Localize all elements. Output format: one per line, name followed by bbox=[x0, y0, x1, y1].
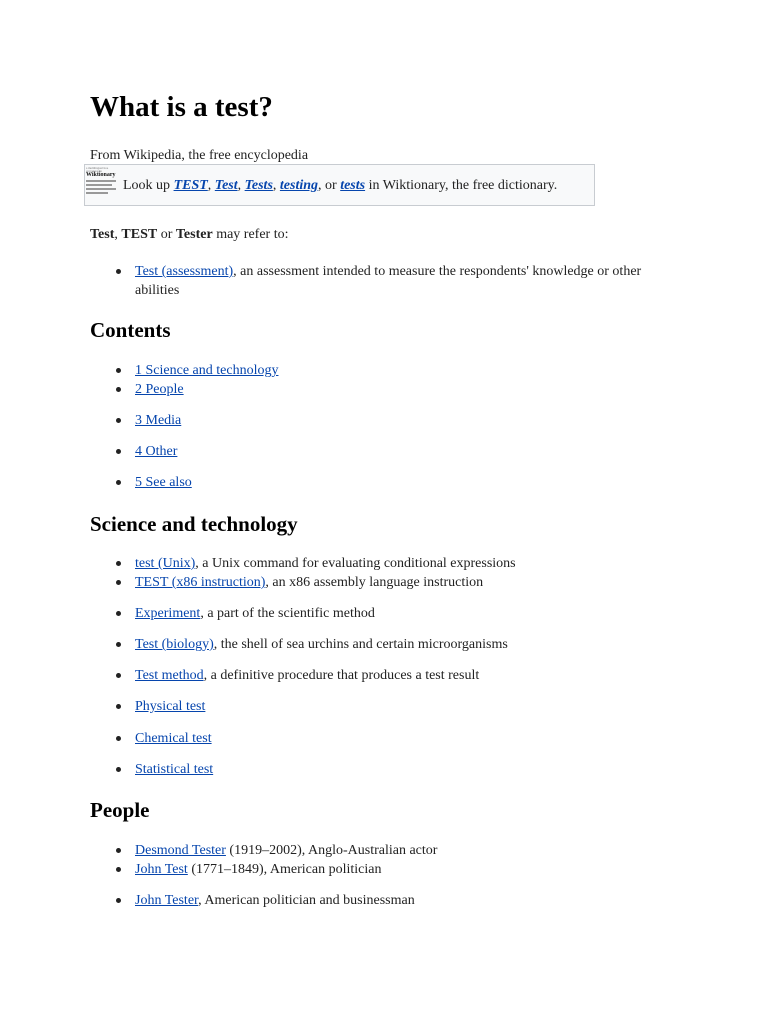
toc-item bbox=[135, 361, 655, 380]
intro-text: Test, TEST or Tester may refer to: bbox=[90, 227, 289, 242]
wiktionary-box bbox=[84, 164, 595, 206]
link-john-test[interactable]: John Test bbox=[135, 862, 188, 877]
link-test-method[interactable]: Test method bbox=[135, 668, 204, 683]
toc-link-media[interactable]: 3 Media bbox=[135, 413, 182, 428]
toc-item bbox=[135, 411, 655, 430]
list-item: Test method, a definitive procedure that produces a test result bbox=[135, 666, 655, 685]
link-chemical-test[interactable]: Chemical test bbox=[135, 731, 212, 746]
link-test-assessment[interactable]: Test (assessment) bbox=[135, 264, 234, 279]
tagline: From Wikipedia, the free encyclopedia bbox=[90, 148, 309, 163]
list-item: Desmond Tester (1919–2002), Anglo-Australian actor bbox=[135, 841, 655, 860]
wiktionary-link-Test[interactable]: Test bbox=[214, 178, 238, 193]
wiktionary-link-tests[interactable]: tests bbox=[340, 178, 366, 193]
list-item: Test (biology), the shell of sea urchins and certain microorganisms bbox=[135, 635, 655, 654]
list-item: TEST (x86 instruction), an x86 assembly language instruction bbox=[135, 573, 655, 592]
link-test-biology[interactable]: Test (biology) bbox=[135, 637, 214, 652]
toc-item bbox=[135, 380, 655, 399]
toc-link-other[interactable]: 4 Other bbox=[135, 444, 178, 459]
link-experiment[interactable]: Experiment bbox=[135, 606, 201, 621]
list-item: Experiment, a part of the scientific method bbox=[135, 604, 655, 623]
contents-heading: Contents bbox=[90, 318, 171, 342]
toc-item bbox=[135, 442, 655, 461]
toc-link-science[interactable]: 1 Science and technology bbox=[135, 363, 279, 378]
people-heading: People bbox=[90, 798, 150, 822]
wiktionary-link-Tests[interactable]: Tests bbox=[244, 178, 273, 193]
link-test-x86[interactable]: TEST (x86 instruction) bbox=[135, 575, 266, 590]
list-item bbox=[135, 760, 655, 779]
science-heading: Science and technology bbox=[90, 512, 298, 536]
page-title: What is a test? bbox=[90, 91, 273, 123]
list-item bbox=[135, 697, 655, 716]
list-item: John Test (1771–1849), American politician bbox=[135, 860, 655, 879]
link-statistical-test[interactable]: Statistical test bbox=[135, 762, 214, 777]
toc-link-people[interactable]: 2 People bbox=[135, 382, 184, 397]
wiktionary-link-TEST[interactable]: TEST bbox=[173, 178, 208, 193]
wiktionary-link-testing[interactable]: testing bbox=[279, 178, 319, 193]
list-item: Test (assessment), an assessment intended to measure the respondents' knowledge or other abilities bbox=[135, 262, 655, 300]
wiktionary-logo-icon: a multilingual free encyclopedia Wiktionary bbox=[86, 167, 120, 203]
link-desmond-tester[interactable]: Desmond Tester bbox=[135, 843, 226, 858]
list-item: John Tester, American politician and businessman bbox=[135, 891, 655, 910]
link-john-tester[interactable]: John Tester bbox=[135, 893, 199, 908]
toc-link-see-also[interactable]: 5 See also bbox=[135, 475, 192, 490]
list-item bbox=[135, 729, 655, 748]
link-physical-test[interactable]: Physical test bbox=[135, 699, 206, 714]
link-test-unix[interactable]: test (Unix) bbox=[135, 556, 196, 571]
wiktionary-text: Look up TEST, Test, Tests, testing, or tests in Wiktionary, the free dictionary. bbox=[123, 178, 558, 193]
toc-item bbox=[135, 473, 655, 492]
list-item: test (Unix), a Unix command for evaluating conditional expressions bbox=[135, 554, 655, 573]
